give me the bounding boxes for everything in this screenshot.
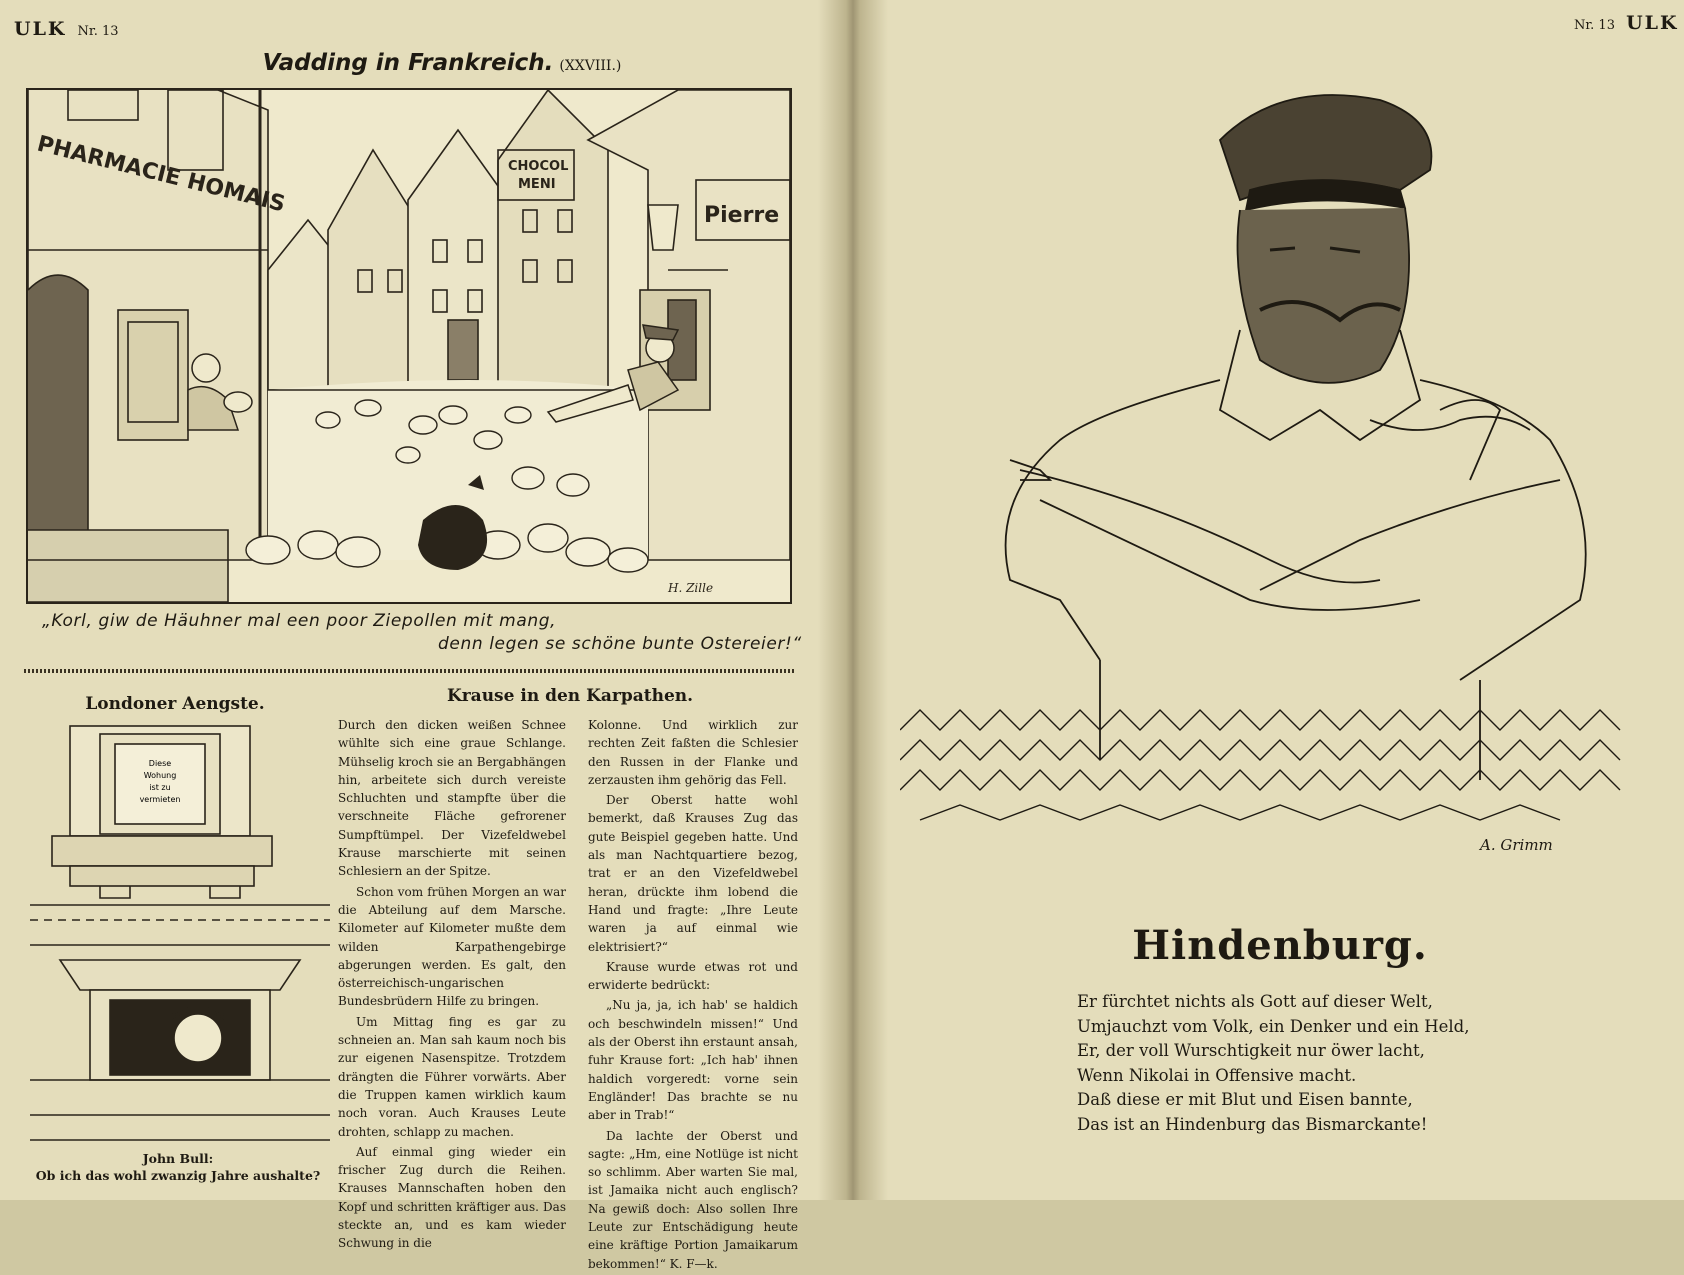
rental-sign-line-3: ist zu: [149, 783, 171, 792]
right-page-header: [1568, 12, 1679, 34]
street-scene-drawing: [28, 90, 790, 602]
article-title: Krause in den Karpathen.: [446, 686, 694, 706]
hindenburg-poem: [1077, 990, 1517, 1137]
cartoon-caption-line-2: denn legen se schöne bunte Ostereier!“: [438, 634, 802, 654]
poem-line: Er fürchtet nichts als Gott auf dieser Welt,: [1077, 992, 1433, 1011]
cartoon-signature: H. Zille: [668, 581, 714, 595]
poem-line: Das ist an Hindenburg das Bismarckante!: [1077, 1114, 1428, 1134]
hindenburg-portrait: [900, 80, 1660, 900]
john-bull-caption-line-2: Ob ich das wohl zwanzig Jahre aushalte?: [35, 1168, 321, 1183]
londoner-title: Londoner Aengste.: [85, 694, 265, 714]
article-column-1: [338, 716, 566, 1255]
article-column-2: [588, 716, 798, 1275]
hindenburg-portrait-drawing: [900, 80, 1660, 900]
article-paragraph: Kolonne. Und wirklich zur rechten Zeit faßten die Schlesier den Russen in der Flanke und zerzausten ihm gehörig das Fell.: [588, 718, 798, 787]
rental-sign-line-2: Wohung: [143, 771, 177, 780]
poem-line: Umjauchzt vom Volk, ein Denker und ein Held,: [1077, 1016, 1470, 1036]
issue-number: Nr. 13: [1574, 18, 1615, 33]
poem-line: Daß diese er mit Blut und Eisen bannte,: [1077, 1090, 1413, 1109]
hindenburg-title: Hindenburg.: [1132, 922, 1428, 969]
cartoon-title: [0, 50, 884, 76]
cartoon-series-number: (XXVIII.): [559, 58, 622, 74]
magazine-name: ULK: [1626, 12, 1679, 34]
article-paragraph: Auf einmal ging wieder ein frischer Zug durch die Reihen. Krauses Mannschaften hoben den Kopf und schritten kräftiger aus. Das steckte an, und es kam wieder Schwung in die: [338, 1144, 566, 1251]
article-paragraph: „Nu ja, ja, ich hab' se haldich och beschwindeln missen!“ Und als der Oberst ihn erstaunt ansah, fuhr Krause fort: „Ich hab' ihnen haldich vorgeredt: vorne sein Engländer! Das brachte se nu aber in Trab!“: [588, 998, 798, 1123]
poem-line: Er, der voll Wurschtigkeit nur öwer lacht,: [1077, 1041, 1425, 1060]
pharmacy-sign: PHARMACIE HOMAIS: [34, 131, 288, 218]
poem-line: Wenn Nikolai in Offensive macht.: [1077, 1065, 1357, 1085]
magazine-name: ULK: [14, 18, 67, 40]
section-divider: [24, 669, 796, 673]
book-gutter: [818, 0, 888, 1200]
rental-sign-line-4: vermieten: [139, 795, 181, 804]
john-bull-caption-line-1: John Bull:: [142, 1151, 214, 1166]
john-bull-drawing: [30, 720, 330, 1148]
article-paragraph: Da lachte der Oberst und sagte: „Hm, eine Notlüge ist nicht so schlimm. Aber warten Sie mal, ist Jamaika nicht auch englisch? Na gewiß doch: Also sollen Ihre Leute zur Entschädigung heute eine kräftige Portion Jamaikarum bekommen!“ K. F—k.: [588, 1128, 798, 1271]
street-scene-cartoon: [26, 88, 792, 604]
left-page-header: [14, 18, 125, 40]
article-paragraph: Krause wurde etwas rot und erwiderte bedrückt:: [588, 959, 798, 993]
portrait-signature: A. Grimm: [1480, 836, 1553, 854]
john-bull-caption: [28, 1150, 328, 1184]
cartoon-title-text: Vadding in Frankreich.: [262, 50, 554, 76]
chocolat-sign-bottom: MENI: [518, 177, 556, 192]
chocolat-sign-top: CHOCOL: [508, 159, 569, 174]
article-paragraph: Durch den dicken weißen Schnee wühlte sich eine graue Schlange. Mühselig kroch sie an Bergabhängen hin, arbeitete sich durch vereiste Schluchten und stampfte über die verschneite Fläche gefrorener Sumpftümpel. Der Vizefeldwebel Krause marschierte mit seinen Schlesiern an der Spitze.: [338, 718, 566, 879]
issue-number: Nr. 13: [77, 24, 119, 39]
article-paragraph: Schon vom frühen Morgen an war die Abteilung auf dem Marsche. Kilometer auf Kilometer mußte dem wilden Karpathengebirge abgerungen werden. Es galt, den österreichisch-ungarischen Bundesbrüdern Hilfe zu bringen.: [338, 884, 566, 1009]
rental-sign-line-1: Diese: [148, 759, 172, 768]
cartoon-caption-line-1: „Korl, giw de Häuhner mal een poor Ziepollen mit mang,: [42, 611, 557, 631]
article-paragraph: Um Mittag fing es gar zu schneien an. Man sah kaum noch bis zur eigenen Nasenspitze. Trotzdem drängten die Führer vorwärts. Aber die Truppen kamen wirklich kaum noch voran. Auch Krauses Leute drohten, schlapp zu machen.: [338, 1014, 566, 1139]
john-bull-cartoon: [30, 720, 330, 1148]
article-paragraph: Der Oberst hatte wohl bemerkt, daß Krauses Zug das gute Beispiel gegeben hatte. Und als man Nachtquartiere bezog, trat er an den Vizefeldwebel heran, drückte ihm lobend die Hand und fragte: „Ihre Leute waren ja auf einmal wie elektrisiert?“: [588, 793, 798, 954]
shop-sign: Pierre: [704, 203, 780, 228]
